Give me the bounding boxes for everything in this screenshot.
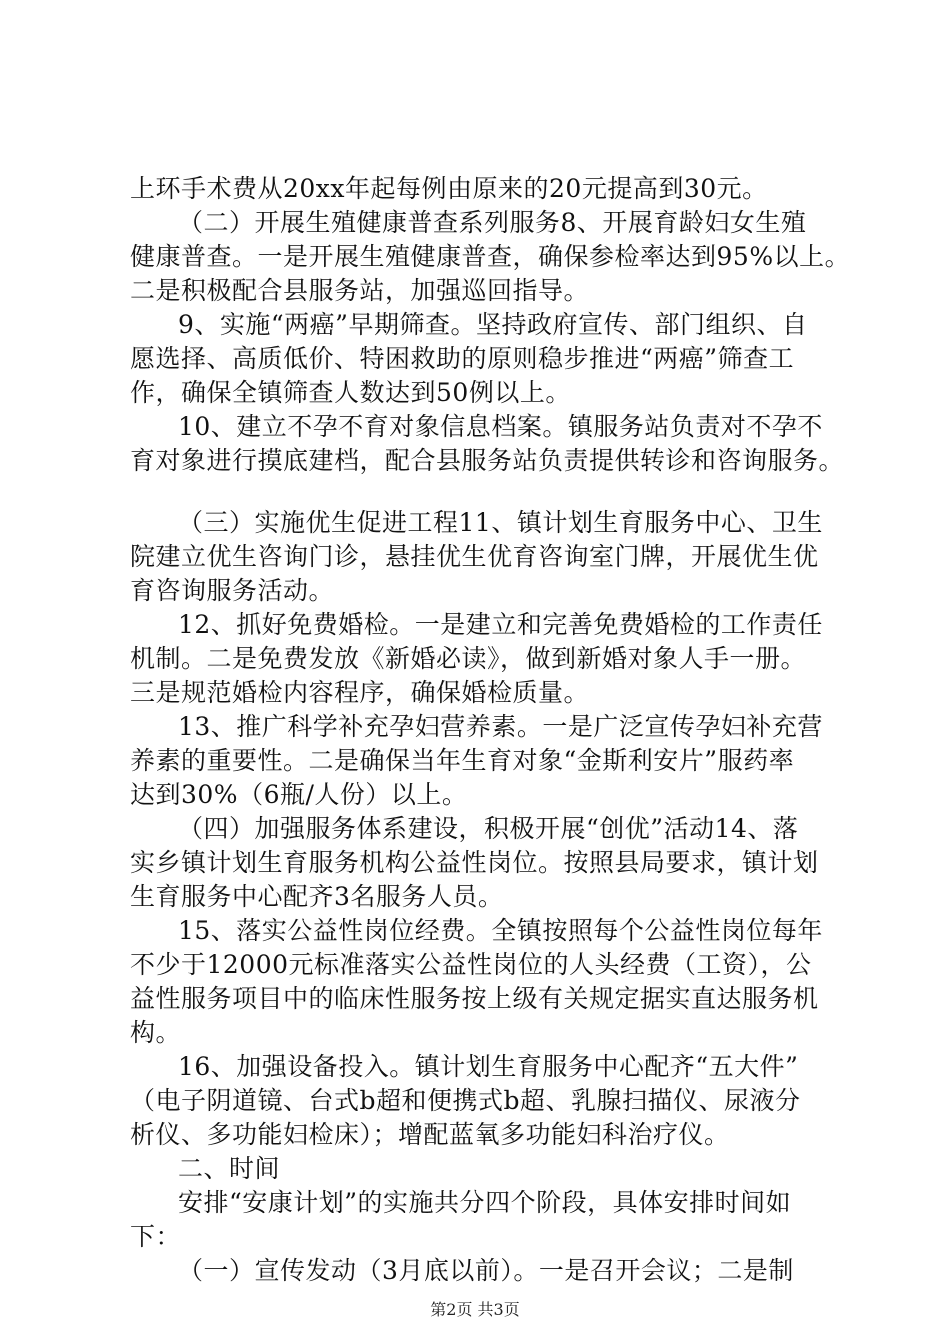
body-line-15: 三是规范婚检内容程序，确保婚检质量。 (130, 678, 590, 707)
body-line-17: 养素的重要性。二是确保当年生育对象“金斯利安片”服药率 (130, 746, 795, 775)
body-line-30: 安排“安康计划”的实施共分四个阶段，具体安排时间如 (178, 1188, 792, 1217)
body-line-3: 健康普查。一是开展生殖健康普查，确保参检率达到95%以上。 (130, 242, 851, 271)
body-line-2: （二）开展生殖健康普查系列服务8、开展育龄妇女生殖 (178, 208, 807, 237)
body-line-12: 育咨询服务活动。 (130, 576, 335, 605)
body-line-28: 析仪、多功能妇检床）；增配蓝氧多功能妇科治疗仪。 (130, 1120, 730, 1149)
body-line-20: 实乡镇计划生育服务机构公益性岗位。按照县局要求，镇计划 (130, 848, 819, 877)
body-line-8: 10、建立不孕不育对象信息档案。镇服务站负责对不孕不 (178, 412, 823, 441)
body-line-9: 育对象进行摸底建档，配合县服务站负责提供转诊和咨询服务。 (130, 446, 845, 475)
body-line-10: （三）实施优生促进工程11、镇计划生育服务中心、卫生 (178, 508, 823, 537)
body-line-32: （一）宣传发动（3月底以前）。一是召开会议；二是制 (178, 1256, 794, 1285)
body-line-26: 16、加强设备投入。镇计划生育服务中心配齐“五大件” (178, 1052, 799, 1081)
body-line-19: （四）加强服务体系建设，积极开展“创优”活动14、落 (178, 814, 799, 843)
body-line-24: 益性服务项目中的临床性服务按上级有关规定据实直达服务机 (130, 984, 819, 1013)
body-line-1: 上环手术费从20xx年起每例由原来的20元提高到30元。 (130, 174, 768, 203)
body-line-22: 15、落实公益性岗位经费。全镇按照每个公益性岗位每年 (178, 916, 823, 945)
body-line-13: 12、抓好免费婚检。一是建立和完善免费婚检的工作责任 (178, 610, 823, 639)
body-line-11: 院建立优生咨询门诊，悬挂优生优育咨询室门牌，开展优生优 (130, 542, 819, 571)
body-line-18: 达到30%（6瓶/人份）以上。 (130, 780, 468, 809)
section-heading-time: 二、时间 (178, 1154, 281, 1183)
body-line-27: （电子阴道镜、台式b超和便携式b超、乳腺扫描仪、尿液分 (130, 1086, 801, 1115)
body-line-6: 愿选择、高质低价、特困救助的原则稳步推进“两癌”筛查工 (130, 344, 795, 373)
page-number-footer: 第2页 共3页 (430, 1300, 520, 1319)
body-line-21: 生育服务中心配齐3名服务人员。 (130, 882, 504, 911)
body-line-4: 二是积极配合县服务站，加强巡回指导。 (130, 276, 590, 305)
body-line-25: 构。 (130, 1018, 182, 1047)
body-line-14: 机制。二是免费发放《新婚必读》，做到新婚对象人手一册。 (130, 644, 807, 673)
body-line-31: 下： (130, 1222, 182, 1251)
body-line-7: 作，确保全镇筛查人数达到50例以上。 (130, 378, 571, 407)
body-line-16: 13、推广科学补充孕妇营养素。一是广泛宣传孕妇补充营 (178, 712, 823, 741)
body-line-5: 9、实施“两癌”早期筛查。坚持政府宣传、部门组织、自 (178, 310, 808, 339)
body-line-23: 不少于12000元标准落实公益性岗位的人头经费（工资），公 (130, 950, 812, 979)
